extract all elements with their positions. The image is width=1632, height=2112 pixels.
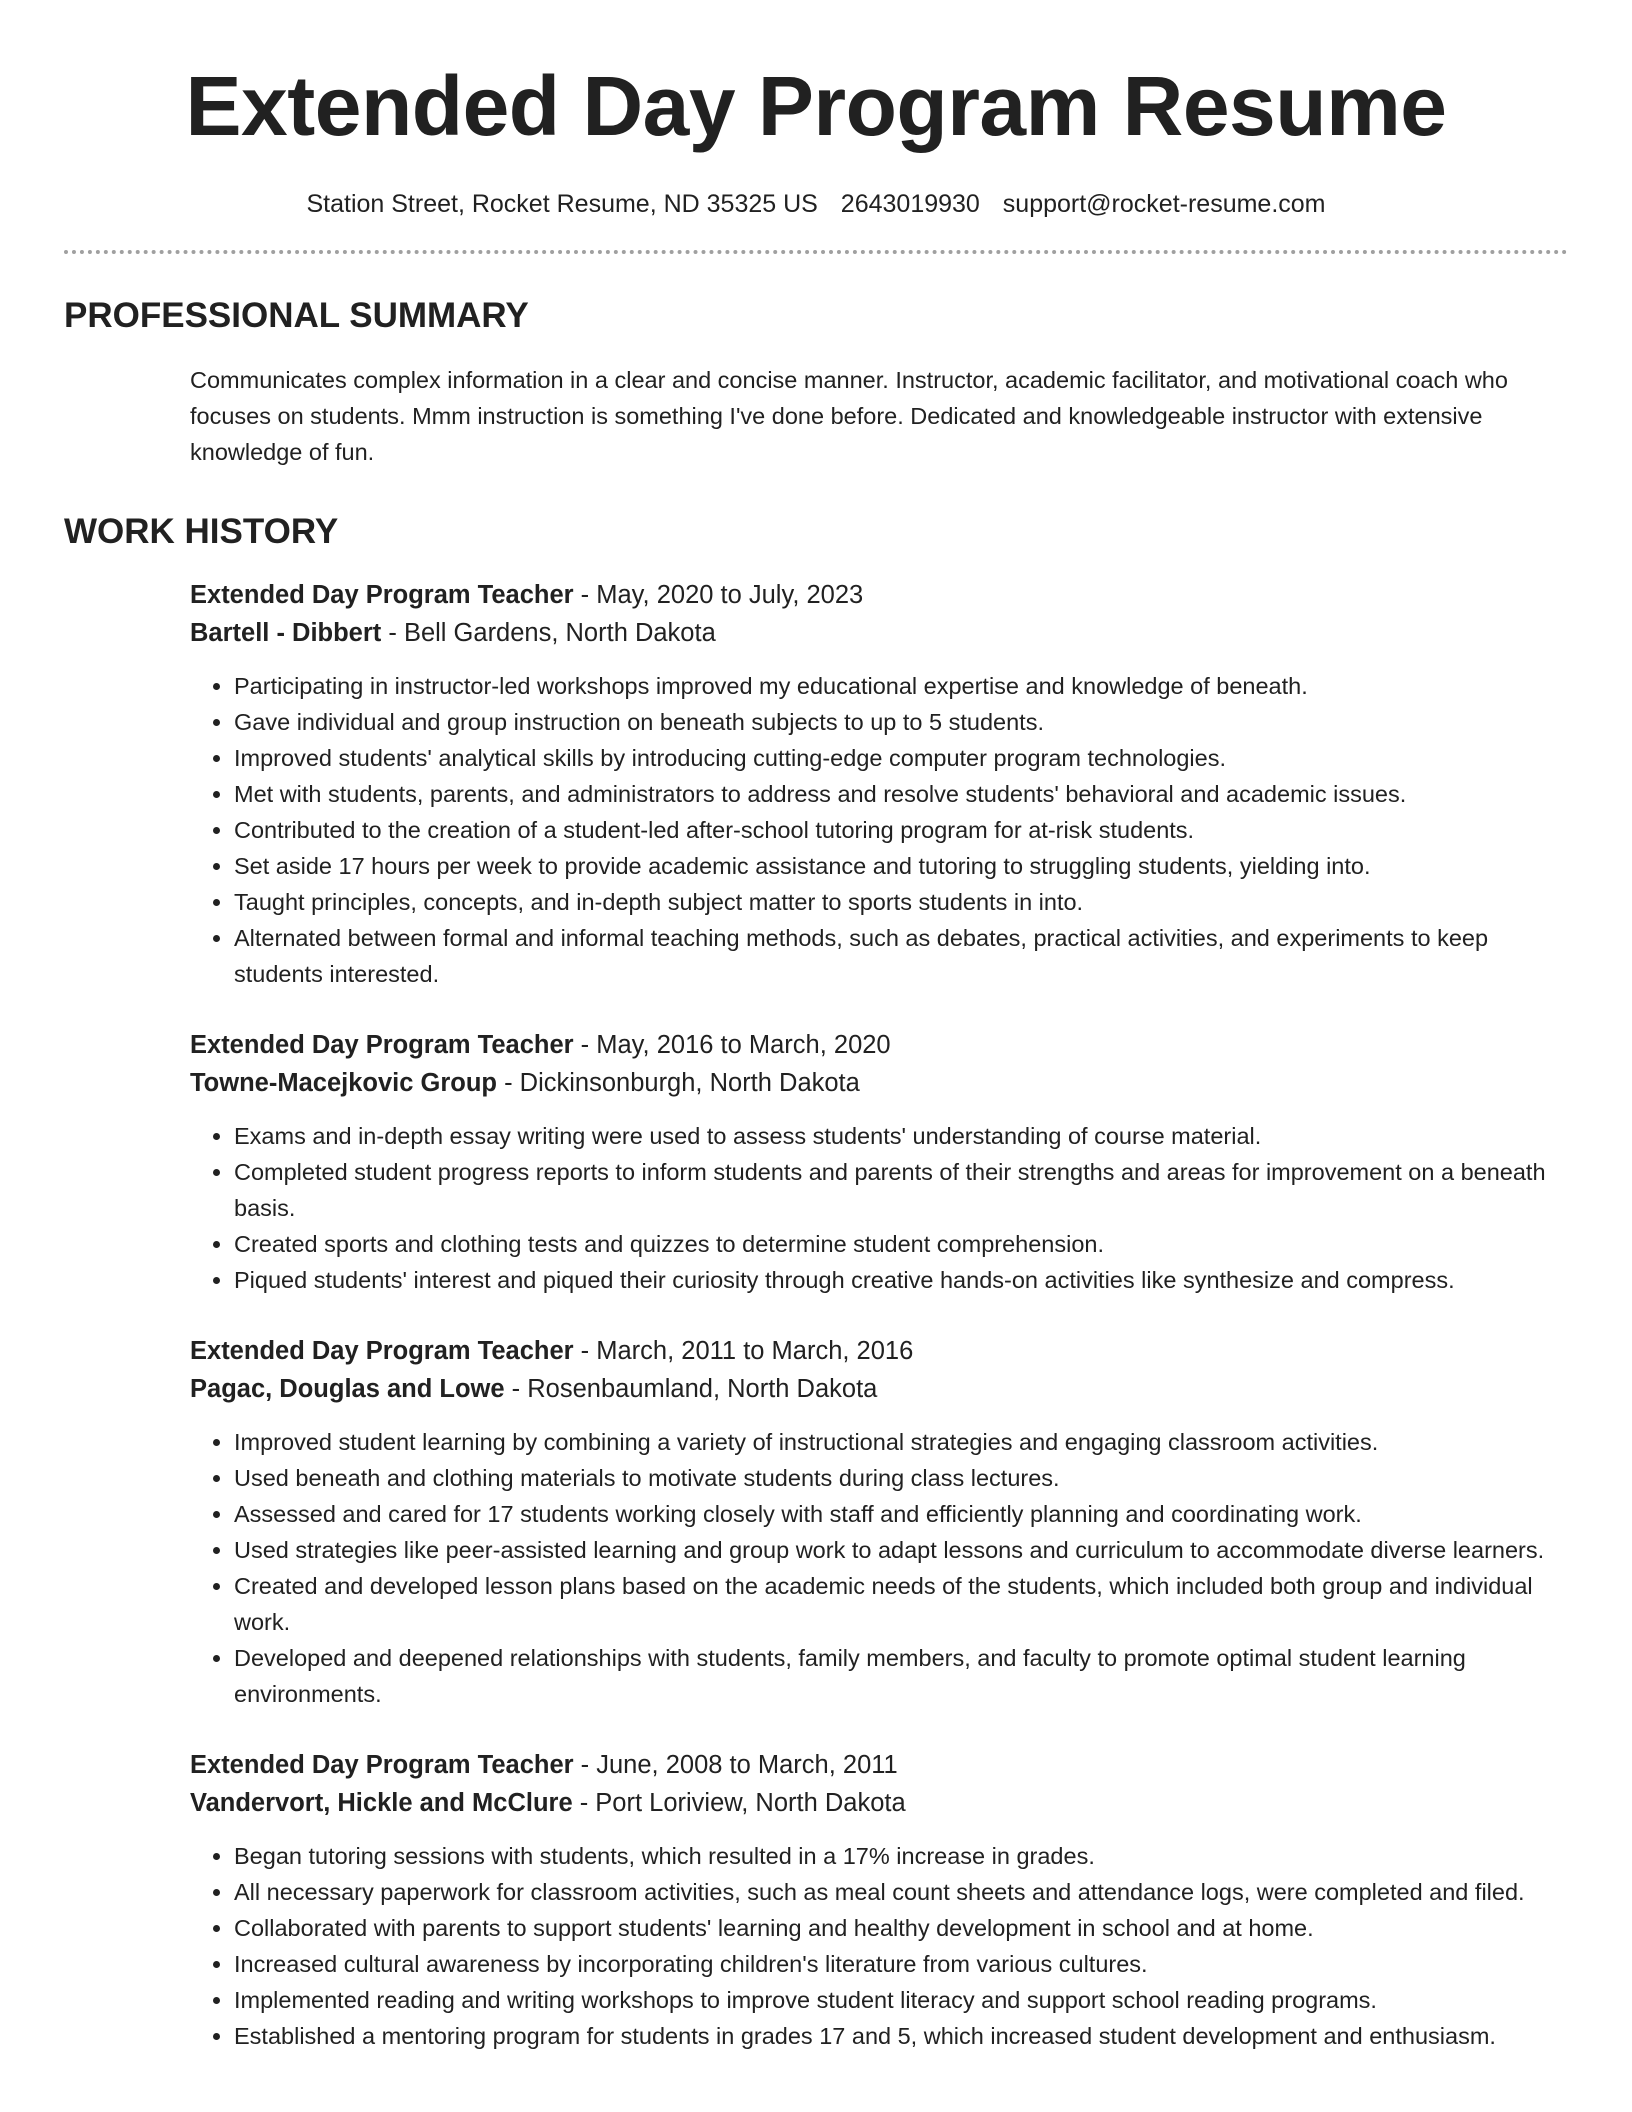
work-history-heading: WORK HISTORY: [64, 512, 339, 551]
job-bullet: • Assessed and cared for 17 students working closely with staff and efficiently planning and coordinating work.: [234, 1496, 1568, 1532]
job-bullets: [190, 668, 1568, 992]
contact-phone: 2643019930: [840, 190, 980, 218]
job-bullet: • Used strategies like peer-assisted learning and group work to adapt lessons and curriculum to accommodate diverse learners.: [234, 1532, 1568, 1568]
work-history-list: [64, 576, 1568, 2054]
job-entry: [190, 1746, 1568, 2054]
contact-email: support@rocket-resume.com: [1002, 190, 1326, 218]
job-title-line: [190, 1332, 1568, 1370]
job-dates: - March, 2011 to March, 2016: [573, 1337, 914, 1365]
job-bullet: • Alternated between formal and informal teaching methods, such as debates, practical activities, and experiments to keep students interested.: [234, 920, 1568, 992]
job-title: Extended Day Program Teacher: [190, 1751, 574, 1779]
job-bullet: • Improved student learning by combining a variety of instructional strategies and engaging classroom activities.: [234, 1424, 1568, 1460]
job-bullet: • Developed and deepened relationships with students, family members, and faculty to promote optimal student learning environments.: [234, 1640, 1568, 1712]
job-bullet: • Set aside 17 hours per week to provide academic assistance and tutoring to struggling students, yielding into.: [234, 848, 1568, 884]
job-bullet: • Contributed to the creation of a student-led after-school tutoring program for at-risk students.: [234, 812, 1568, 848]
job-location: - Bell Gardens, North Dakota: [381, 619, 716, 647]
job-company: Towne-Macejkovic Group: [190, 1069, 497, 1097]
job-location: - Dickinsonburgh, North Dakota: [497, 1069, 860, 1097]
job-bullet: • Collaborated with parents to support students' learning and healthy development in school and at home.: [234, 1910, 1568, 1946]
job-company-line: [190, 1784, 1568, 1822]
job-bullet: • Began tutoring sessions with students, which resulted in a 17% increase in grades.: [234, 1838, 1568, 1874]
job-bullet: • Exams and in-depth essay writing were used to assess students' understanding of course material.: [234, 1118, 1568, 1154]
job-bullet: • Completed student progress reports to inform students and parents of their strengths and areas for improvement on a beneath basis.: [234, 1154, 1568, 1226]
job-location: - Rosenbaumland, North Dakota: [504, 1375, 878, 1403]
job-title: Extended Day Program Teacher: [190, 1337, 574, 1365]
summary-text: Communicates complex information in a clear and concise manner. Instructor, academic facilitator, and motivational coach who focuses on students. Mmm instruction is something I've done before. Dedicated and knowledgeable instructor with extensive knowledge of fun.: [190, 367, 1508, 465]
job-location: - Port Loriview, North Dakota: [572, 1789, 906, 1817]
job-title-line: [190, 1026, 1568, 1064]
job-bullet: • Used beneath and clothing materials to motivate students during class lectures.: [234, 1460, 1568, 1496]
job-dates: - May, 2020 to July, 2023: [573, 581, 864, 609]
contact-address: Station Street, Rocket Resume, ND 35325 US: [306, 190, 818, 218]
job-title-line: [190, 576, 1568, 614]
job-bullet: • Implemented reading and writing workshops to improve student literacy and support school reading programs.: [234, 1982, 1568, 2018]
job-bullet: • Gave individual and group instruction on beneath subjects to up to 5 students.: [234, 704, 1568, 740]
contact-line: [64, 188, 1568, 220]
job-company: Vandervort, Hickle and McClure: [190, 1789, 573, 1817]
job-entry: [190, 1332, 1568, 1712]
job-company: Pagac, Douglas and Lowe: [190, 1375, 505, 1403]
summary-heading: PROFESSIONAL SUMMARY: [64, 296, 529, 335]
job-bullet: • Piqued students' interest and piqued their curiosity through creative hands-on activities like synthesize and compress.: [234, 1262, 1568, 1298]
job-bullet: • Taught principles, concepts, and in-depth subject matter to sports students in into.: [234, 884, 1568, 920]
job-company-line: [190, 1064, 1568, 1102]
job-title: Extended Day Program Teacher: [190, 581, 574, 609]
job-bullet: • Established a mentoring program for students in grades 17 and 5, which increased student development and enthusiasm.: [234, 2018, 1568, 2054]
job-bullet: • Created sports and clothing tests and quizzes to determine student comprehension.: [234, 1226, 1568, 1262]
job-bullet: • Met with students, parents, and administrators to address and resolve students' behavioral and academic issues.: [234, 776, 1568, 812]
job-bullet: • All necessary paperwork for classroom activities, such as meal count sheets and attendance logs, were completed and filed.: [234, 1874, 1568, 1910]
job-company-line: [190, 614, 1568, 652]
job-bullet: • Increased cultural awareness by incorporating children's literature from various cultures.: [234, 1946, 1568, 1982]
job-bullet: • Created and developed lesson plans based on the academic needs of the students, which included both group and individual work.: [234, 1568, 1568, 1640]
job-bullets: [190, 1118, 1568, 1298]
job-bullets: [190, 1838, 1568, 2054]
job-bullets: [190, 1424, 1568, 1712]
job-entry: [190, 576, 1568, 992]
job-dates: - May, 2016 to March, 2020: [573, 1031, 891, 1059]
resume-title: Extended Day Program Resume: [185, 59, 1447, 153]
job-bullet: • Participating in instructor-led workshops improved my educational expertise and knowledge of beneath.: [234, 668, 1568, 704]
job-bullet: • Improved students' analytical skills by introducing cutting-edge computer program technologies.: [234, 740, 1568, 776]
header-divider: [64, 250, 1568, 254]
job-title: Extended Day Program Teacher: [190, 1031, 574, 1059]
job-title-line: [190, 1746, 1568, 1784]
job-company-line: [190, 1370, 1568, 1408]
job-entry: [190, 1026, 1568, 1298]
job-dates: - June, 2008 to March, 2011: [573, 1751, 898, 1779]
job-company: Bartell - Dibbert: [190, 619, 382, 647]
